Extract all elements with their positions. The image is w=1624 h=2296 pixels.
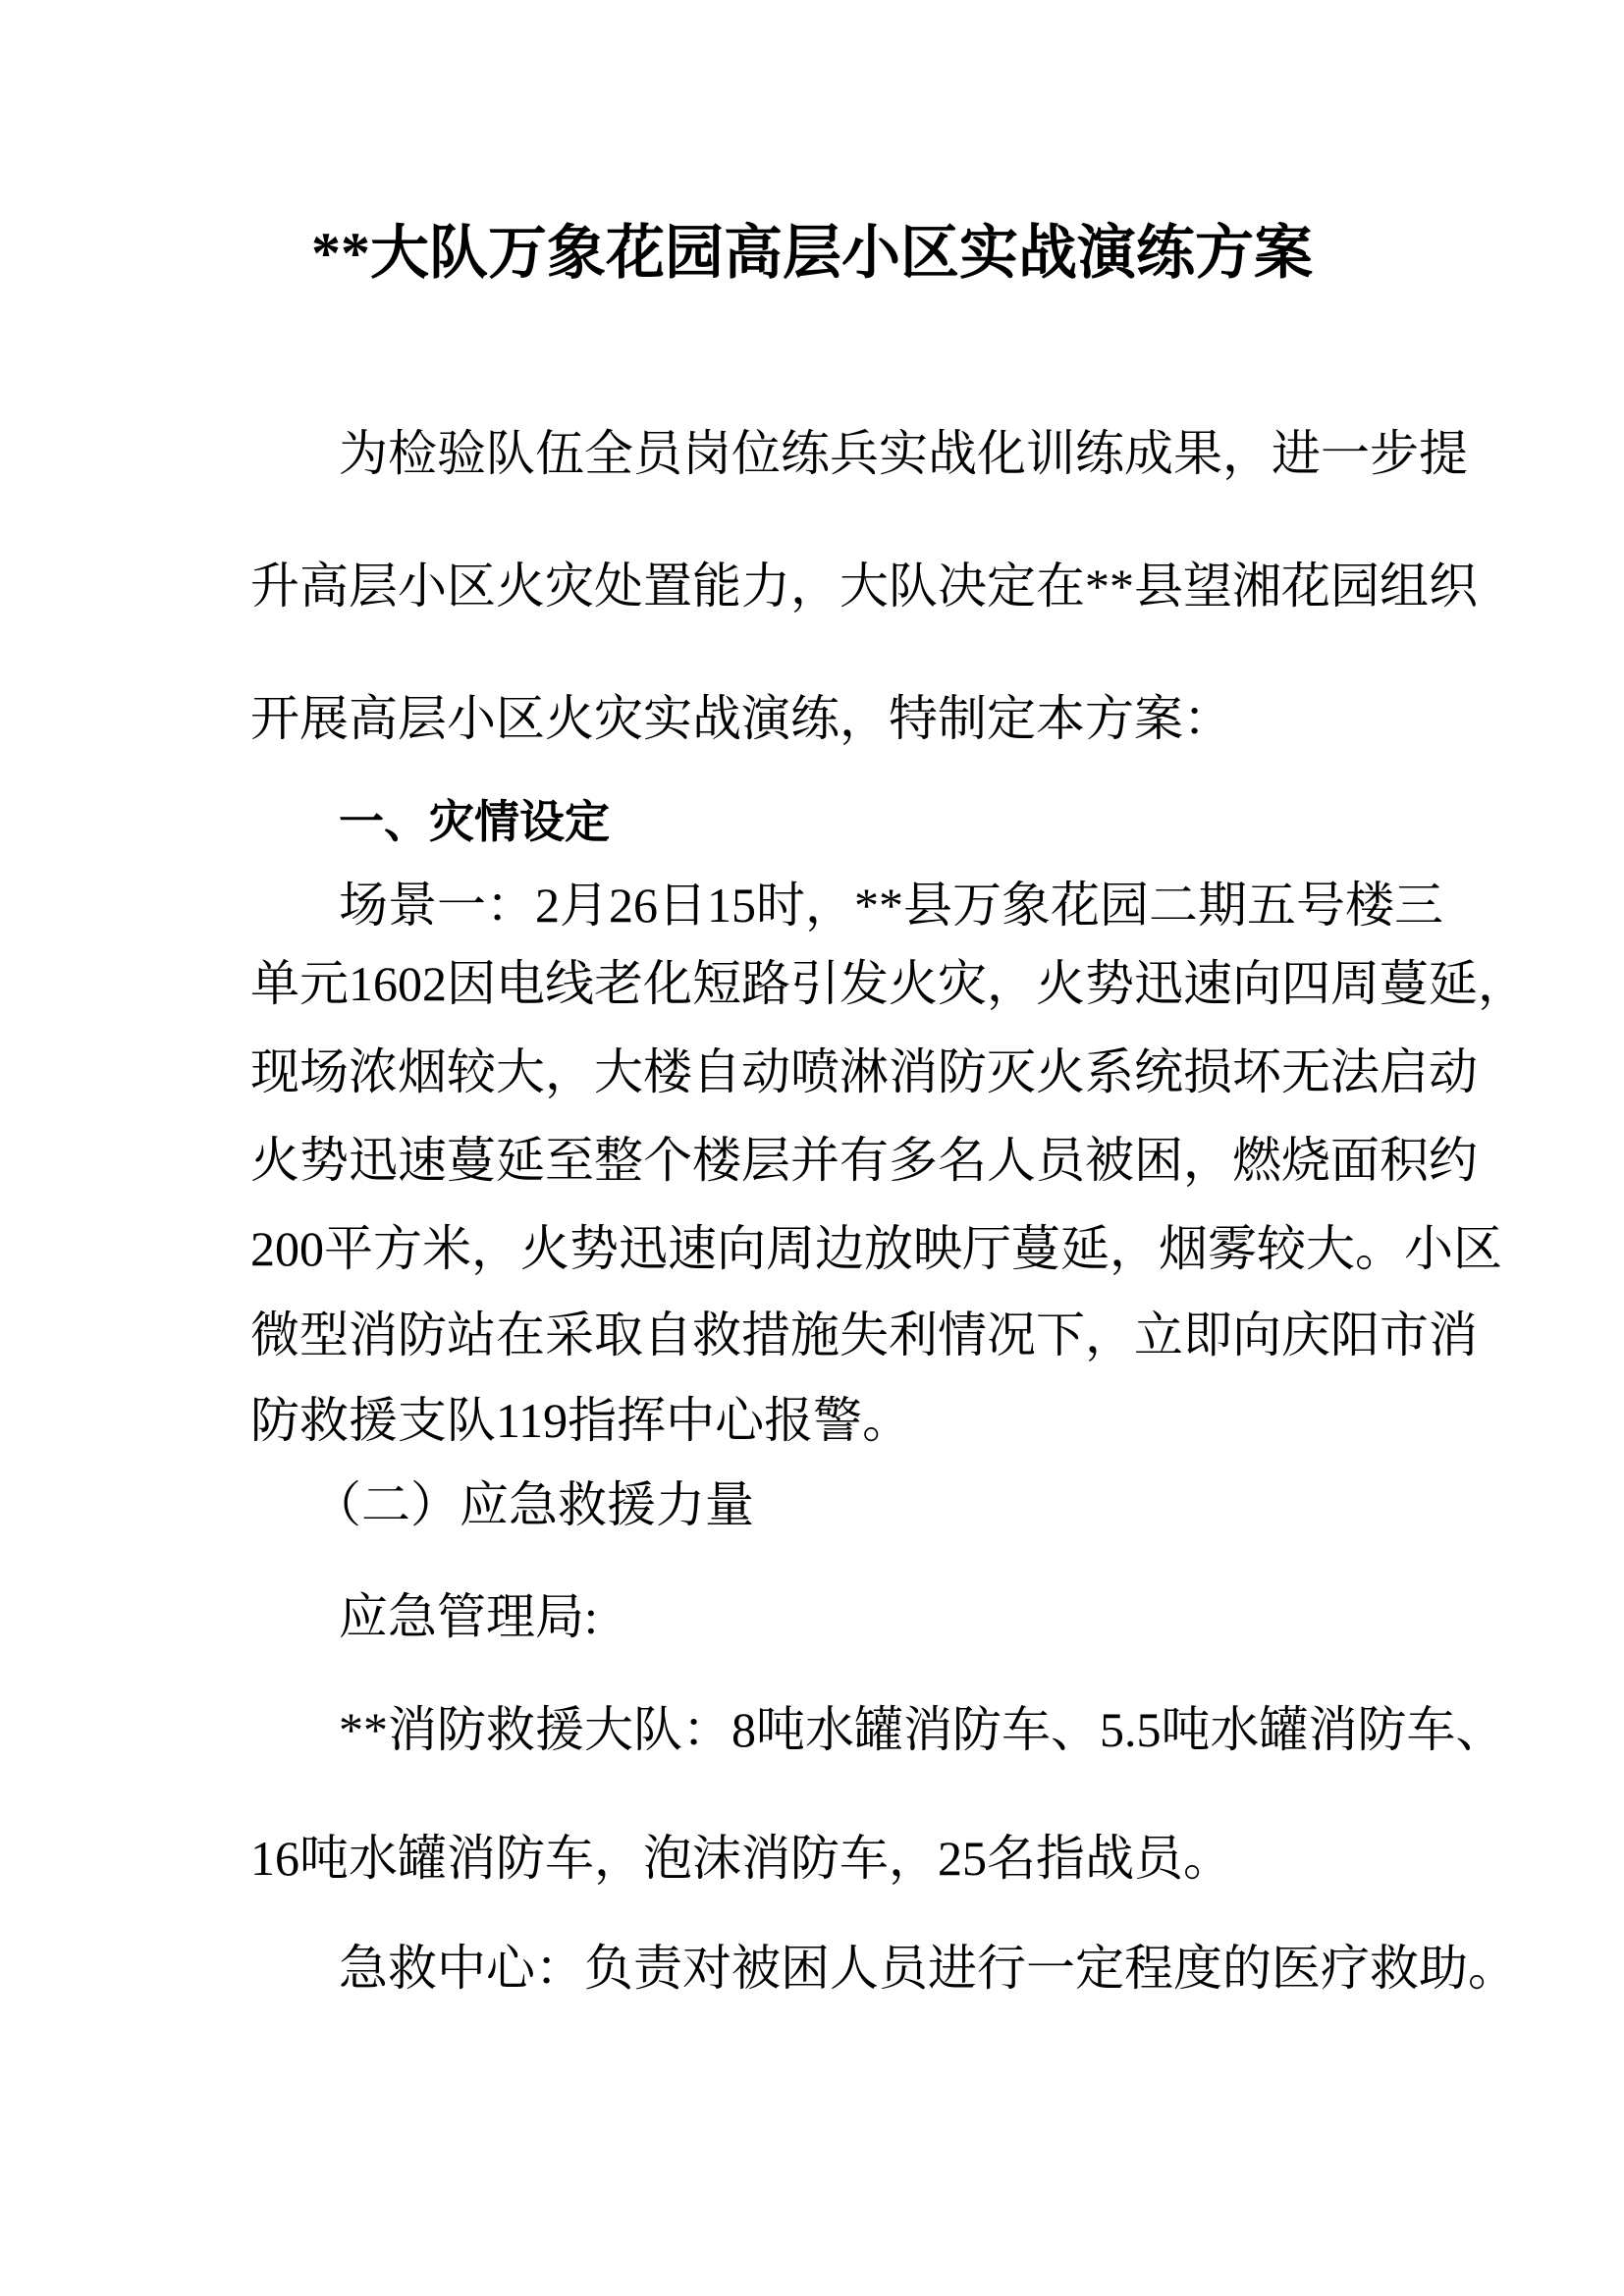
section-heading: （二）应急救援力量 xyxy=(312,1477,754,1532)
scene-line: 单元1602因电线老化短路引发火灾，火势迅速向四周蔓延， xyxy=(250,956,1527,1011)
medical-center: 急救中心：负责对被困人员进行一定程度的医疗救助。 xyxy=(339,1941,1517,1996)
scene-line: 200平方米，火势迅速向周边放映厅蔓延，烟雾较大。小区 xyxy=(250,1221,1502,1276)
fire-brigade-line: **消防救援大队：8吨水罐消防车、5.5吨水罐消防车、 xyxy=(339,1702,1505,1757)
scene-line: 场景一：2月26日15时，**县万象花园二期五号楼三 xyxy=(339,878,1443,933)
scene-line: 现场浓烟较大，大楼自动喷淋消防灭火系统损坏无法启动 xyxy=(250,1044,1478,1099)
section-heading: 一、灾情设定 xyxy=(339,796,610,847)
document-title: **大队万象花园高层小区实战演练方案 xyxy=(311,221,1313,286)
emergency-bureau: 应急管理局: xyxy=(339,1589,598,1644)
intro-line: 为检验队伍全员岗位练兵实战化训练成果，进一步提 xyxy=(339,426,1468,481)
fire-brigade-line: 16吨水罐消防车，泡沫消防车，25名指战员。 xyxy=(250,1831,1232,1886)
intro-line: 升高层小区火灾处置能力，大队决定在**县望湘花园组织 xyxy=(250,559,1478,614)
scene-line: 防救援支队119指挥中心报警。 xyxy=(250,1393,912,1448)
scene-line: 微型消防站在采取自救措施失利情况下，立即向庆阳市消 xyxy=(250,1308,1478,1362)
intro-line: 开展高层小区火灾实战演练，特制定本方案： xyxy=(250,691,1232,746)
scene-line: 火势迅速蔓延至整个楼层并有多名人员被困，燃烧面积约 xyxy=(250,1133,1478,1188)
